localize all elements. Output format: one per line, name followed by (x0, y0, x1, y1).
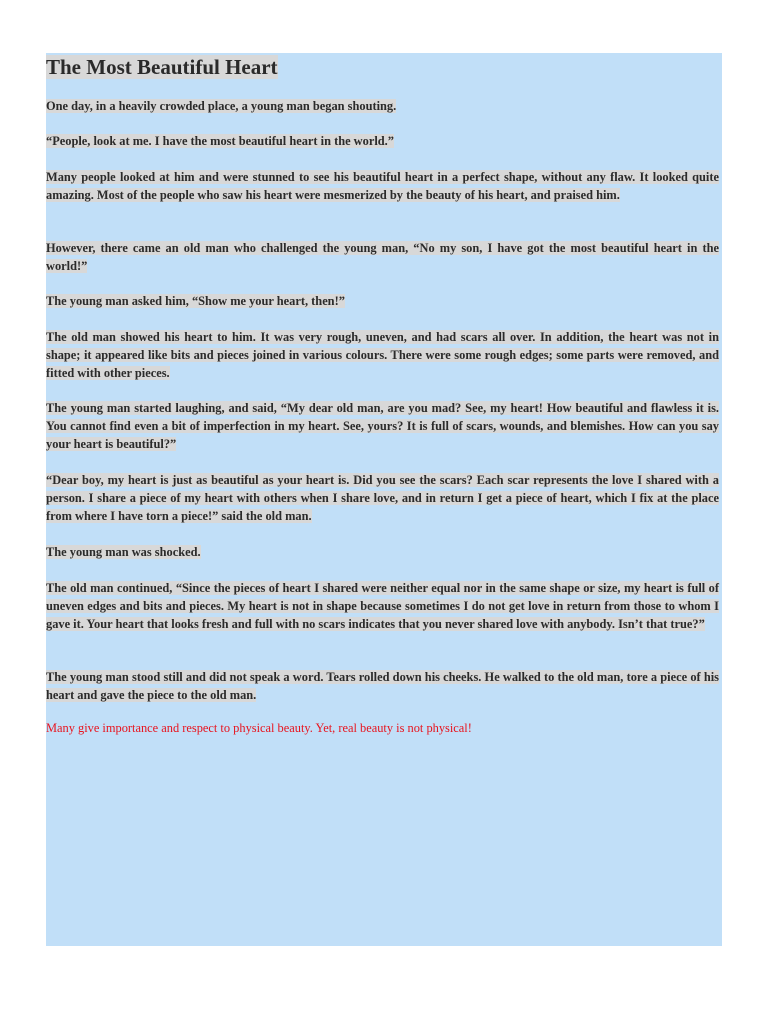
story-paragraph: “Dear boy, my heart is just as beautiful as your heart is. Did you see the scars? Each scar represents the love I shared with a person. I share a piece of my heart with others when I share love, and in return I get a piece of heart, which I fix at the place from where I have torn a piece!” said the old man. (46, 473, 719, 523)
story-paragraph: The young man asked him, “Show me your heart, then!” (46, 294, 345, 308)
story-paragraph: The young man stood still and did not speak a word. Tears rolled down his cheeks. He walked to the old man, tore a piece of his heart and gave the piece to the old man. (46, 670, 719, 702)
story-paragraph: The young man was shocked. (46, 545, 201, 559)
story-paragraph: However, there came an old man who challenged the young man, “No my son, I have got the most beautiful heart in the world!” (46, 241, 719, 273)
story-moral: Many give importance and respect to physical beauty. Yet, real beauty is not physical! (46, 721, 472, 735)
story-paragraph: One day, in a heavily crowded place, a young man began shouting. (46, 99, 397, 113)
document-page (46, 53, 722, 946)
story-title: The Most Beautiful Heart (46, 55, 278, 79)
story-paragraph: Many people looked at him and were stunned to see his beautiful heart in a perfect shape, without any flaw. It looked quite amazing. Most of the people who saw his heart were mesmerized by the beauty of his heart, and praised him. (46, 170, 719, 202)
story-paragraph: The old man showed his heart to him. It was very rough, uneven, and had scars all over. In addition, the heart was not in shape; it appeared like bits and pieces joined in various colours. There were some rough edges; some parts were removed, and fitted with other pieces. (46, 330, 719, 380)
story-paragraph: The old man continued, “Since the pieces of heart I shared were neither equal nor in the same shape or size, my heart is full of uneven edges and bits and pieces. My heart is not in shape because sometimes I do not get love in return from those to whom I gave it. Your heart that looks fresh and full with no scars indicates that you never shared love with anybody. Isn’t that true?” (46, 581, 719, 631)
story-paragraph: The young man started laughing, and said, “My dear old man, are you mad? See, my heart! How beautiful and flawless it is. You cannot find even a bit of imperfection in my heart. See, yours? It is full of scars, wounds, and blemishes. How can you say your heart is beautiful?” (46, 401, 719, 451)
story-paragraph: “People, look at me. I have the most beautiful heart in the world.” (46, 134, 394, 148)
